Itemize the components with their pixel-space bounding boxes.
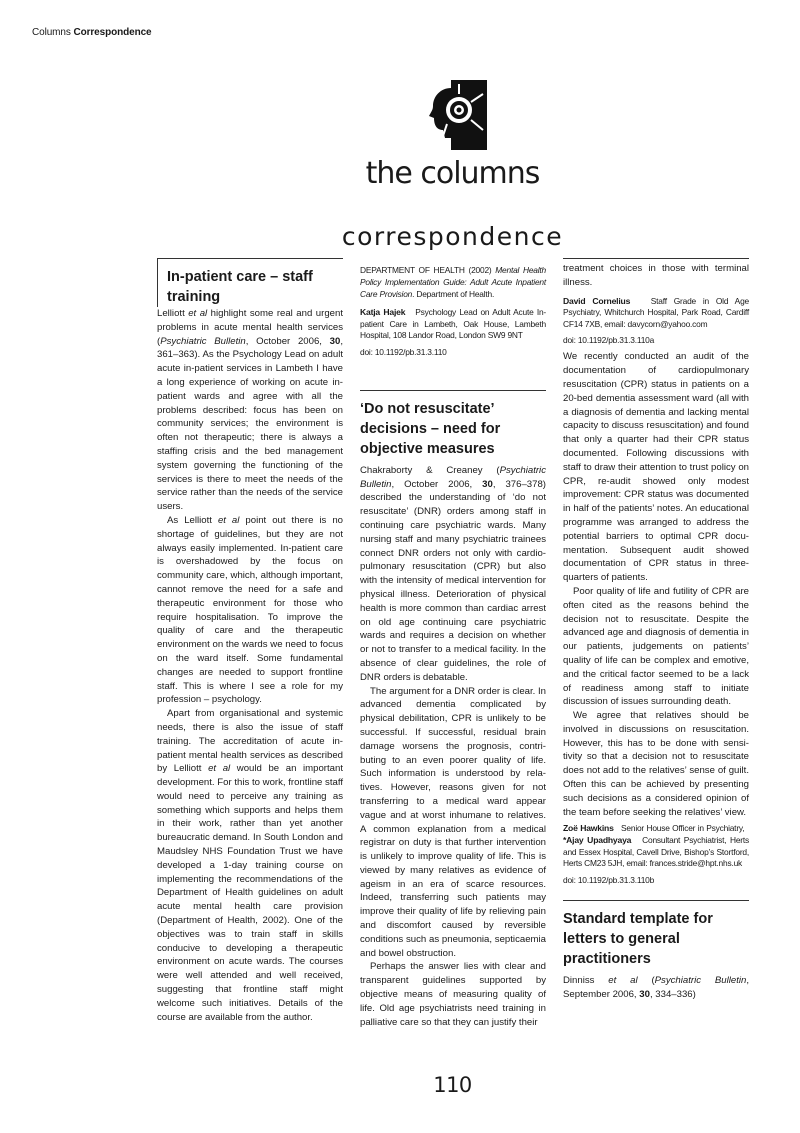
running-head-subsection: Correspondence xyxy=(73,27,152,38)
paragraph: Dinniss et al (Psychiatric Bulletin, September 2006, 30, 334–336) xyxy=(563,974,749,1000)
paragraph: We agree that relatives should be involved in discussions on resuscitation. However, this has to be done with sensitivity so that a decision not to resuscitate does not add to the relatives’ sense of guilt. Often this can be achieved by presenting such decisions as a considered opinion of the team before seeking the relatives’ view. xyxy=(563,710,749,818)
page-number: 110 xyxy=(433,1073,472,1097)
section-subtitle: correspondence xyxy=(341,222,564,251)
paragraph: Apart from organisational and systemic needs, there is also the issue of staff training. The accreditation of acute in-patient mental health services as described by Lelliott et al would be an important development. For this to work, frontline staff would need to perceive any training as something which supports and helps them in their work, rather than yet another bureaucratic demand. In South London and Maudsley NHS Foundation Trust we have developed a 1-day training course on implementing the recommendations of the Department of Health guidelines on adult acute mental health care provision (Department of Health, 2002). One of the objectives was to train staff in skills conducive to developing a therapeutic environment on acute wards. The courses were well attended and well received, suggesting that frontline staff might welcome such initiatives. Details of the course are available from the author. xyxy=(157,708,344,1023)
letter-heading-dnr: ‘Do not resuscitate’ decisions – need for objective measures xyxy=(360,390,546,459)
paragraph: Poor quality of life and futility of CPR are often cited as the reasons behind the decision not to resuscitate. Despite the advanced age and diagnosis of dementia in our patients, judgements on patients’ quality of life can be complex and emotive, and the critical factor seemed to be a lack of readiness among staff to initiate discussion of issues surrounding death. xyxy=(563,585,749,708)
paragraph: As Lelliott et al point out there is no shortage of guidelines, but they are not always easily implemented. In-patient care is overshadowed by the focus on community care, which, although important, cannot remove the need for a safe and therapeutic environment for those who require hospitalisation. To improve the quality of care and the therapeutic environment on the wards we need to focus on the ward itself. Some fundamental changes are needed to support frontline staff. This is where I see a role for my profession – psychology. xyxy=(157,514,344,706)
paragraph: We recently conducted an audit of the documentation of cardiopulmonary resuscitation (CPR) status in patients on a 20-bed dementia assessment ward (all with a diagnosis of dementia and lacking mental capacity to discuss resuscitation) and found that only a quarter had their CPR status documented. Following discussions with staff to draw their attention to trust policy on CPR, re-audit showed only modest improvement: CPR status was documented in half of the patients’ notes. An educational programme was arranged to address the potential barriers to optimal CPR documentation. Subsequent audit showed documentation of CPR status in three-quarters of patients. xyxy=(563,351,749,584)
paragraph: Perhaps the answer lies with clear and transparent guidelines supported by objective means of measuring quality of life. Old age psychiatrists need training in palliative care so that they can justify their xyxy=(360,961,546,1028)
doi: doi: 10.1192/pb.31.3.110b xyxy=(563,874,655,885)
author-signature: Katja Hajek Psychology Lead on Adult Acute In-patient Care in Lambeth, Oak House, Lambeth Hospital, 108 Landor Road, London SW9 9NT xyxy=(360,307,546,341)
paragraph: Chakraborty & Creaney (Psychiatric Bulletin, October 2006, 30, 376–378) described the understanding of ‘do not resuscitate’ (DNR) orders among staff in continuing care psychiatric wards. Many nursing staff and many psychiatric trainees connect DNR orders not only with cardiopulmonary resuscitation (CPR) but also with the intensity of medical intervention for physical illness. Deterioration of physical health is more common than cardiac arrest on old age continuing care psychiatric wards and requires a decision on whether or not to transfer to a medical facility. In the absence of clear guidelines, the role of DNR orders is debatable. xyxy=(360,464,546,683)
paragraph: Lelliott et al highlight some real and urgent problems in acute mental health services (Psychiatric Bulletin, October 2006, 30, 361–363). As the Psychology Lead on adult acute in-patient services in Lambeth I have a long experience of working on acute in-patient wards and agree with all the problems described: focus has been on community services; the environment is often not therapeutic; there is always a staffing crisis and the bed management system governing the functioning of the services is there to meet the needs of the service rather than the needs of the service users. xyxy=(157,308,343,513)
letter-heading-inpatient: In-patient care – staff training xyxy=(157,258,343,307)
columns-logo-icon xyxy=(423,80,487,150)
paragraph: treatment choices in those with terminal illness. xyxy=(563,263,749,288)
column-3 xyxy=(563,258,749,1001)
column-1 xyxy=(157,258,343,1024)
author-signature: Zoë Hawkins Senior House Officer in Psychiatry, *Ajay Upadhyaya Consultant Psychiatrist, Herts and Essex Hospital, Cavell Drive, Bishop’s Stortford, Herts CM23 5JH, email: frances.stride@hpt.nhs.uk xyxy=(563,823,749,869)
doi: doi: 10.1192/pb.31.3.110a xyxy=(563,335,655,346)
letter-heading-template: Standard template for letters to general practitioners xyxy=(563,900,749,969)
doi: doi: 10.1192/pb.31.3.110 xyxy=(360,346,447,357)
reference: DEPARTMENT OF HEALTH (2002) Mental Health Policy Implementation Guide: Adult Acute Inpatient Care Provision. Department of Health. xyxy=(360,265,546,299)
column-2 xyxy=(360,264,546,1029)
author-signature: David Cornelius Staff Grade in Old Age Psychiatry, Whitchurch Hospital, Park Road, Cardiff CF14 7XB, email: davycorn@yahoo.com xyxy=(563,295,749,329)
running-head-section: Columns xyxy=(32,27,71,38)
running-head xyxy=(32,27,152,38)
section-title: the columns xyxy=(365,156,540,191)
paragraph: The argument for a DNR order is clear. In advanced dementia complicated by physical debilitation, CPR is unlikely to be successful. If successful, residual brain damage worsens the prognosis, contributing to an even poorer quality of life. Such information is understood by relatives. However, reasons given for not transferring to a medical ward appear vague and at worst inhumane to relatives. A common explanation from a medical registrar on duty is that further intervention is unlikely to improve quality of life. This is viewed by many relatives as evidence of ageism in an era of scarce resources. Indeed, transferring such patients may improve their quality of life by relieving pain and discomfort caused by reversible conditions such as pneumonia, septicaemia and bowel obstruction. xyxy=(360,685,546,959)
